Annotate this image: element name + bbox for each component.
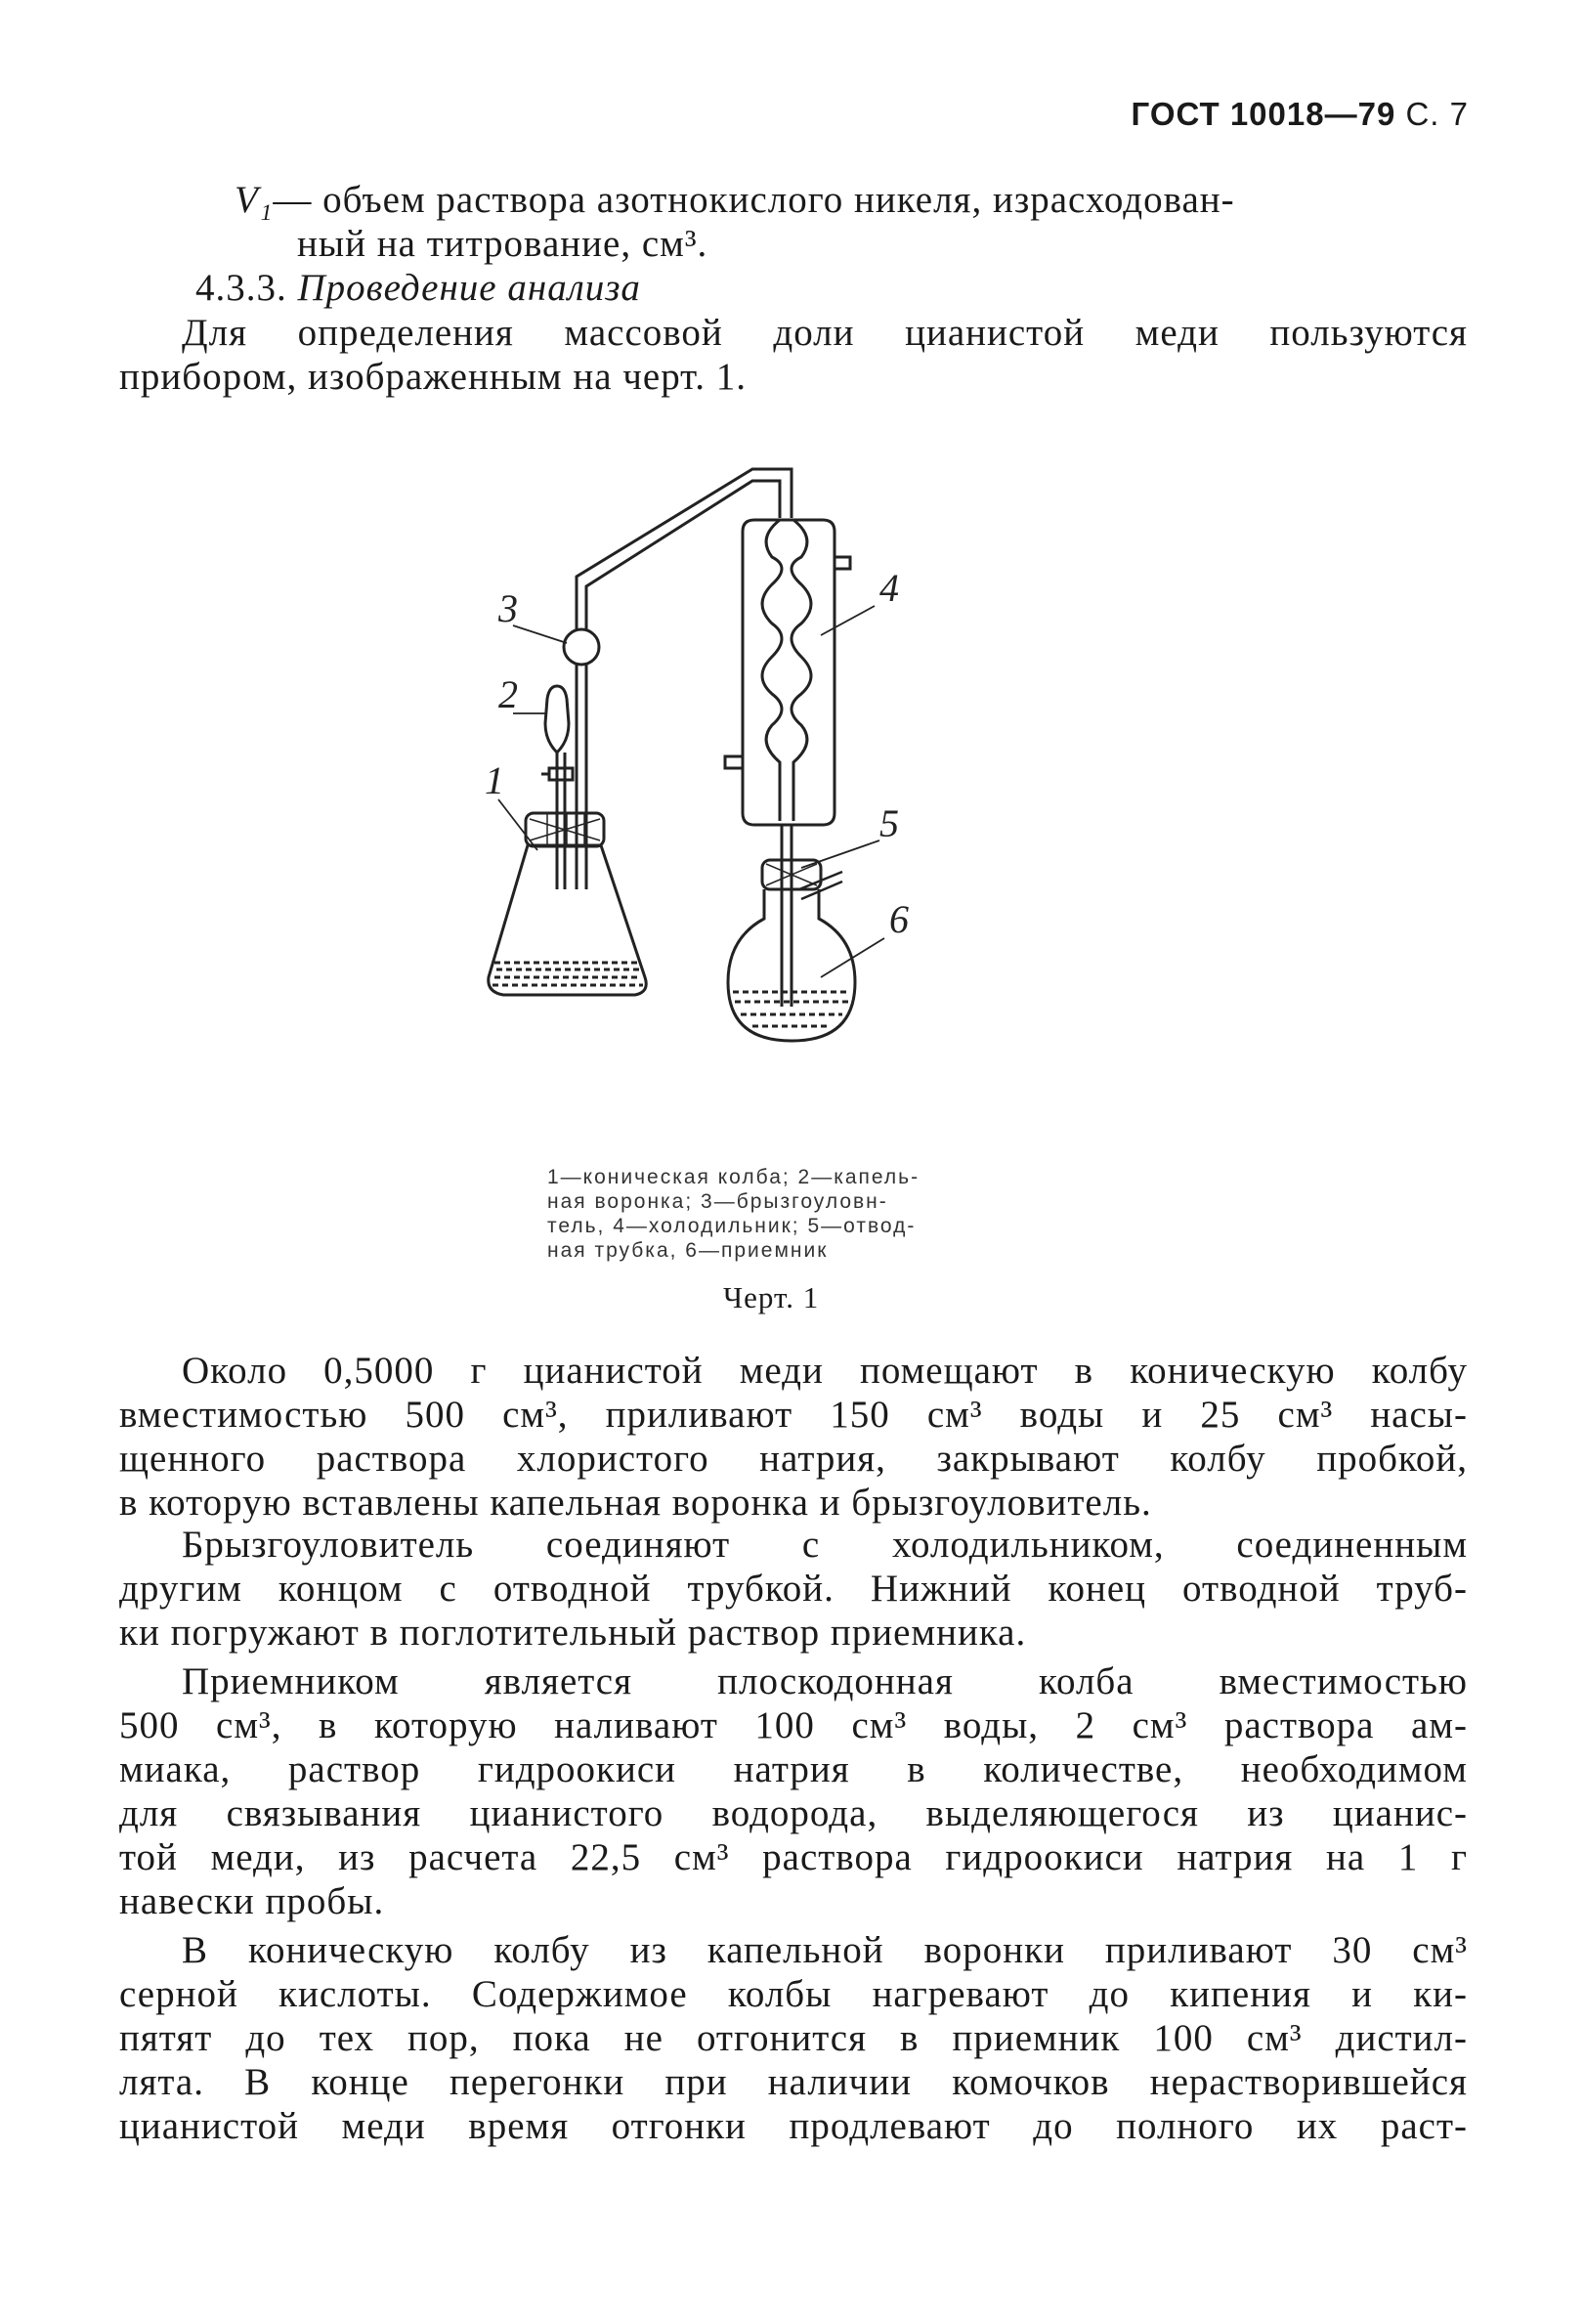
- spray-trap: [564, 629, 599, 665]
- page-number: С. 7: [1405, 96, 1469, 132]
- figure-title: Черт. 1: [723, 1280, 820, 1314]
- intro-line-2: прибором, изображенным на черт. 1.: [119, 356, 748, 398]
- condenser: [743, 520, 835, 825]
- paragraph-line: миака, раствор гидроокиси натрия в количестве, необходимом: [119, 1748, 1468, 1790]
- label-2: 2: [498, 672, 518, 716]
- paragraph-2: [119, 1523, 1468, 1655]
- paragraph-line: той меди, из расчета 22,5 см³ раствора гидроокиси натрия на 1 г: [119, 1836, 1468, 1878]
- paragraph-line: вместимостью 500 см³, приливают 150 см³ воды и 25 см³ насы-: [119, 1394, 1468, 1436]
- paragraph-line: щенного раствора хлористого натрия, закрывают колбу пробкой,: [119, 1438, 1468, 1480]
- paragraph-line: другим концом с отводной трубкой. Нижний конец отводной труб-: [119, 1568, 1468, 1610]
- standard-number: ГОСТ 10018—79: [1131, 96, 1396, 132]
- paragraph-line: серной кислоты. Содержимое колбы нагревают до кипения и ки-: [119, 1973, 1468, 2015]
- paragraph-line: Приемником является плоскодонная колба вместимостью: [182, 1660, 1468, 1702]
- page-header: [1132, 96, 1469, 133]
- label-6: 6: [889, 897, 909, 941]
- apparatus-figure: [459, 430, 948, 1134]
- paragraph-line: ки погружают в поглотительный раствор приемника.: [119, 1612, 1027, 1654]
- dropping-funnel: [545, 686, 569, 753]
- figure-caption: [547, 1165, 1036, 1263]
- label-5: 5: [879, 801, 899, 845]
- paragraph-line: для связывания цианистого водорода, выделяющегося из цианис-: [119, 1792, 1468, 1834]
- caption-line: тель, 4—холодильник; 5—отвод-: [547, 1215, 917, 1237]
- paragraph-3: [119, 1659, 1468, 1923]
- paragraph-line: в которую вставлены капельная воронка и брызгоуловитель.: [119, 1482, 1152, 1524]
- variable-definition: [235, 178, 1468, 266]
- paragraph-line: цианистой меди время отгонки продлевают до полного их раст-: [119, 2105, 1468, 2147]
- paragraph-line: навески пробы.: [119, 1880, 385, 1922]
- paragraph-1: [119, 1349, 1468, 1525]
- caption-line: 1—коническая колба; 2—капель-: [547, 1166, 920, 1188]
- paragraph-line: пятят до тех пор, пока не отгонится в приемник 100 см³ дистил-: [119, 2017, 1468, 2059]
- paragraph-line: Брызгоуловитель соединяют с холодильником, соединенным: [182, 1524, 1468, 1566]
- caption-line: ная воронка; 3—брызгоуловн-: [547, 1190, 888, 1213]
- label-1: 1: [485, 758, 504, 802]
- paragraph-4: [119, 1928, 1468, 2148]
- definition-line-2: ный на титрование, см³.: [297, 223, 708, 265]
- paragraph-line: 500 см³, в которую наливают 100 см³ воды, 2 см³ раствора ам-: [119, 1704, 1468, 1746]
- paragraph-line: лята. В конце перегонки при наличии комочков нерастворившейся: [119, 2061, 1468, 2103]
- label-3: 3: [498, 586, 518, 630]
- label-4: 4: [879, 566, 899, 610]
- section-number: 4.3.3.: [195, 267, 287, 309]
- paragraph-line: Около 0,5000 г цианистой меди помещают в коническую колбу: [182, 1350, 1468, 1392]
- intro-paragraph: [119, 311, 1468, 399]
- definition-line-1: — объем раствора азотнокислого никеля, израсходован-: [273, 179, 1235, 221]
- section-title: Проведение анализа: [297, 267, 641, 309]
- intro-line-1: Для определения массовой доли цианистой меди пользуются: [182, 312, 1468, 354]
- paragraph-line: В коническую колбу из капельной воронки приливают 30 см³: [182, 1929, 1468, 1971]
- conical-flask: [489, 845, 646, 995]
- definition-symbol: V₁: [235, 179, 274, 221]
- caption-line: ная трубка, 6—приемник: [547, 1239, 829, 1262]
- section-heading: [195, 266, 641, 310]
